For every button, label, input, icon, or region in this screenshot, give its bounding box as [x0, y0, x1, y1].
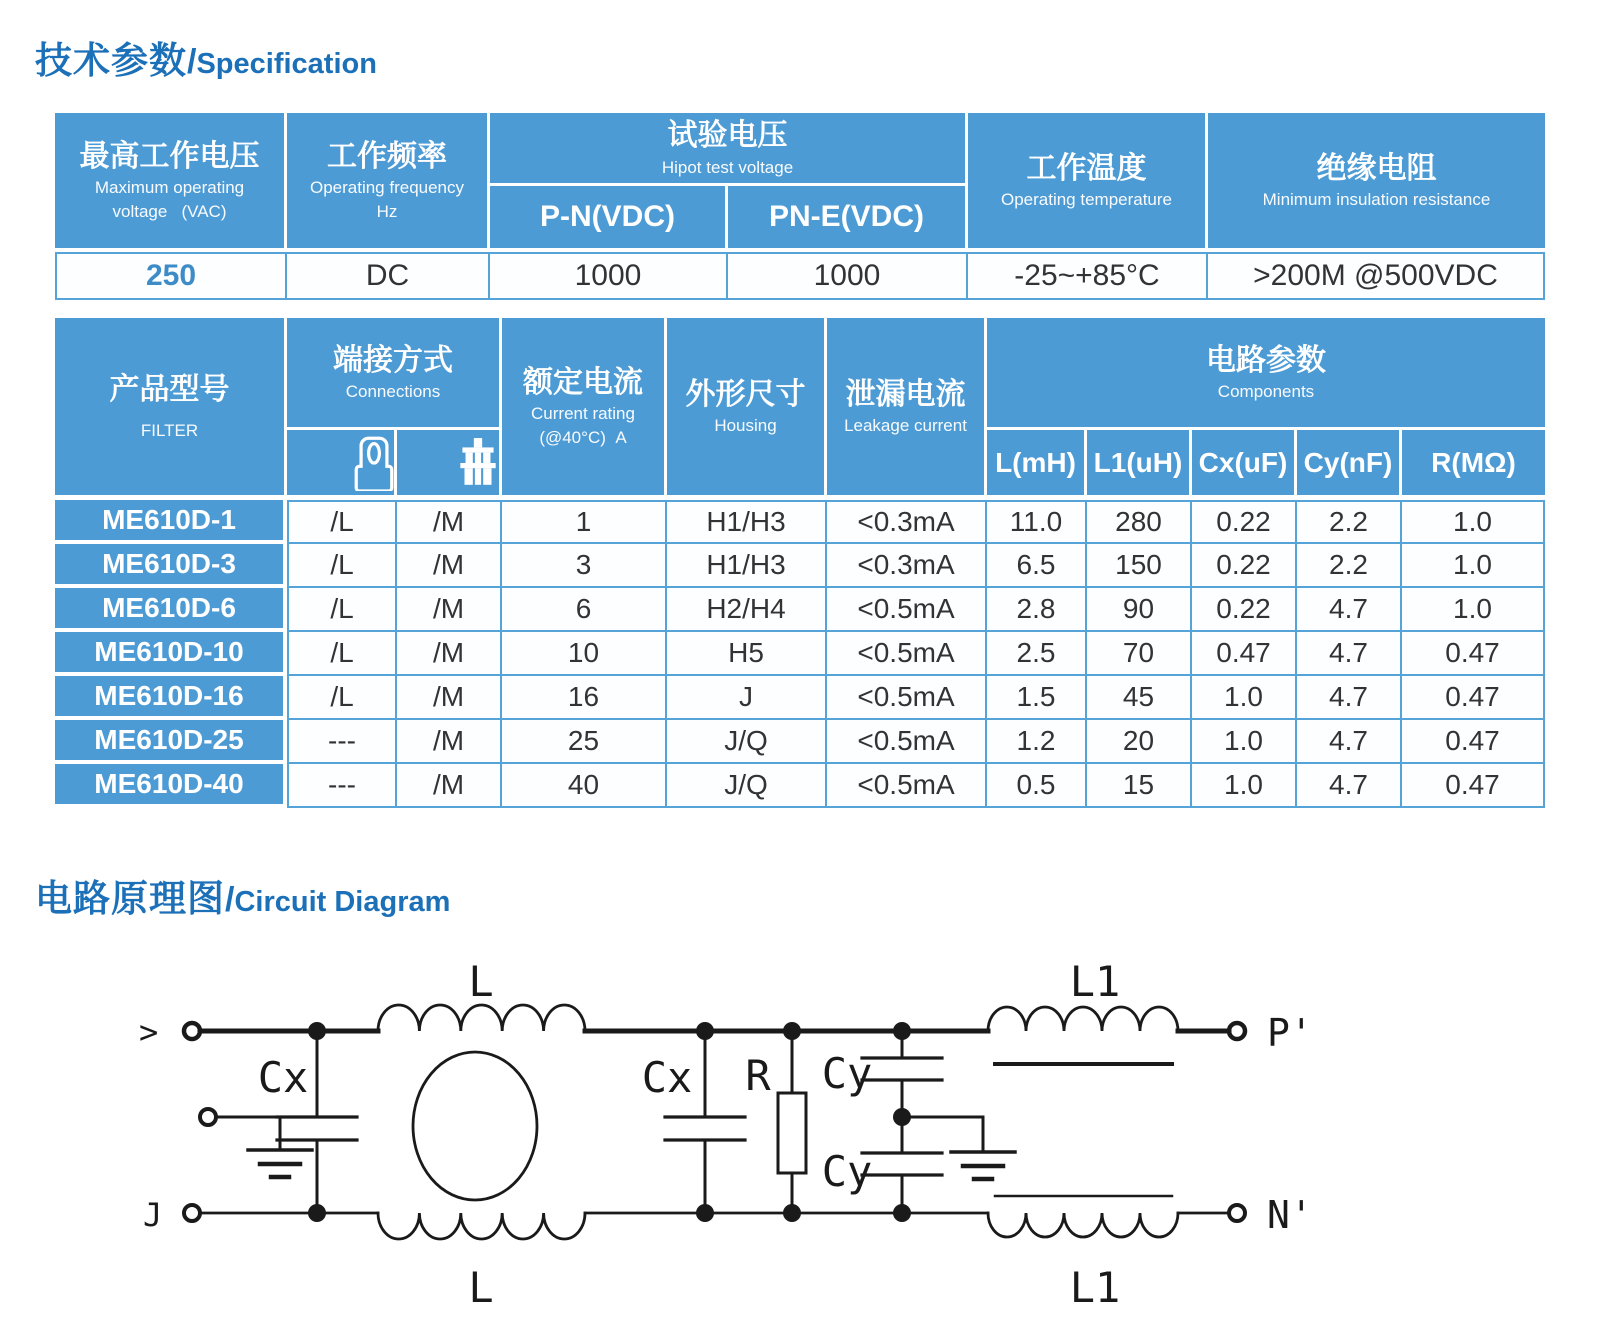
pin-connection-cell: /M [397, 676, 502, 720]
pin-connection-cell: /M [397, 632, 502, 676]
label-input-top-mark: > [139, 1013, 159, 1051]
lug-connection-cell: /L [287, 588, 397, 632]
l-cell: 1.5 [987, 676, 1087, 720]
header-zh: 工作频率 [327, 139, 447, 173]
header-zh: 试验电压 [667, 119, 788, 153]
header-cy: Cy(nF) [1297, 430, 1402, 495]
cy-cell: 2.2 [1297, 544, 1402, 588]
spec-summary-header [55, 113, 1545, 248]
leakage-cell: <0.3mA [827, 544, 987, 588]
cx-cell: 0.22 [1192, 500, 1297, 544]
header-zh: 产品型号 [109, 372, 230, 406]
header-hipot-pn: P-N(VDC) [490, 186, 728, 248]
cy-cell: 4.7 [1297, 764, 1402, 808]
pin-connection-cell: /M [397, 544, 502, 588]
label-l1-top: L1 [1069, 957, 1121, 1006]
label-n-prime: N' [1267, 1193, 1313, 1237]
l-cell: 0.5 [987, 764, 1087, 808]
circuit-section-title [35, 868, 450, 922]
inductor-L1-top [988, 1007, 1178, 1031]
model-spec-rows [55, 500, 1545, 808]
spec-section-title [35, 30, 377, 84]
leakage-cell: <0.5mA [827, 588, 987, 632]
r-cell: 0.47 [1402, 632, 1545, 676]
r-cell: 0.47 [1402, 764, 1545, 808]
header-hipot [490, 113, 968, 186]
current-cell: 25 [502, 720, 667, 764]
lug-connection-cell: /L [287, 544, 397, 588]
header-leakage [827, 318, 987, 495]
inductor-L1-bottom [988, 1213, 1178, 1237]
label-cy-bottom: Cy [821, 1147, 873, 1196]
model-cell: ME610D-6 [55, 588, 287, 632]
header-components [987, 318, 1545, 430]
housing-cell: H1/H3 [667, 500, 827, 544]
circuit-title-zh: 电路原理图 [35, 878, 225, 919]
l-cell: 6.5 [987, 544, 1087, 588]
header-l1: L1(uH) [1087, 430, 1192, 495]
header-temperature [968, 113, 1208, 248]
table-row [55, 588, 1545, 632]
model-cell: ME610D-40 [55, 764, 287, 808]
spec-title-en: Specification [196, 48, 377, 80]
output-terminal-bottom [1229, 1205, 1245, 1221]
housing-cell: H1/H3 [667, 544, 827, 588]
l1-cell: 280 [1087, 500, 1192, 544]
l1-cell: 15 [1087, 764, 1192, 808]
spec-title-slash: / [187, 43, 197, 81]
r-cell: 1.0 [1402, 588, 1545, 632]
table-row [55, 676, 1545, 720]
header-en: Operating frequency [309, 178, 465, 198]
inductor-L-bottom [378, 1213, 585, 1239]
l-cell: 2.8 [987, 588, 1087, 632]
lug-connection-cell: /L [287, 500, 397, 544]
temperature-value: -25~+85°C [968, 252, 1208, 300]
current-cell: 6 [502, 588, 667, 632]
table-row [55, 632, 1545, 676]
inductor-L-top [378, 1005, 585, 1031]
header-max-voltage [55, 113, 287, 248]
header-en: voltage (VAC) [112, 202, 227, 222]
circuit-diagram [125, 930, 1465, 1325]
table-row [55, 720, 1545, 764]
table-row [55, 544, 1545, 588]
l1-cell: 90 [1087, 588, 1192, 632]
r-cell: 1.0 [1402, 500, 1545, 544]
housing-cell: J/Q [667, 764, 827, 808]
header-cx: Cx(uF) [1192, 430, 1297, 495]
circuit-title-slash: / [225, 881, 235, 919]
l1-cell: 70 [1087, 632, 1192, 676]
header-zh: 绝缘电阻 [1316, 151, 1437, 185]
choke-core-circle [413, 1052, 537, 1200]
current-cell: 1 [502, 500, 667, 544]
cx-cell: 0.47 [1192, 632, 1297, 676]
header-zh: 端接方式 [333, 343, 453, 377]
cx-cell: 0.22 [1192, 544, 1297, 588]
header-housing [667, 318, 827, 495]
spec-summary-table [55, 113, 1545, 300]
model-spec-table [55, 318, 1545, 808]
pin-connection-cell: /M [397, 720, 502, 764]
circuit-title-en: Circuit Diagram [234, 886, 451, 918]
header-en: Leakage current [844, 416, 967, 436]
header-zh: 最高工作电压 [79, 139, 260, 173]
lug-connection-cell: --- [287, 764, 397, 808]
l1-cell: 150 [1087, 544, 1192, 588]
cy-cell: 4.7 [1297, 676, 1402, 720]
model-spec-header [55, 318, 1545, 495]
max-voltage-value: 250 [55, 252, 287, 300]
header-en: Hz [376, 202, 398, 222]
cy-cell: 4.7 [1297, 720, 1402, 764]
model-cell: ME610D-16 [55, 676, 287, 720]
lug-connection-cell: /L [287, 676, 397, 720]
housing-cell: H2/H4 [667, 588, 827, 632]
r-cell: 1.0 [1402, 544, 1545, 588]
header-l: L(mH) [987, 430, 1087, 495]
l-cell: 2.5 [987, 632, 1087, 676]
model-cell: ME610D-10 [55, 632, 287, 676]
pin-connection-cell: /M [397, 764, 502, 808]
spec-summary-values [55, 252, 1545, 300]
label-cy-top: Cy [821, 1049, 873, 1098]
header-frequency [287, 113, 490, 248]
housing-cell: J/Q [667, 720, 827, 764]
ground-terminal [200, 1109, 216, 1125]
header-en: FILTER [140, 421, 199, 441]
cy-cell: 2.2 [1297, 500, 1402, 544]
header-en: Components [1217, 382, 1315, 402]
housing-cell: H5 [667, 632, 827, 676]
pin-connection-cell: /M [397, 500, 502, 544]
lug-connection-cell: --- [287, 720, 397, 764]
header-hipot-pne: PN-E(VDC) [728, 186, 968, 248]
lug-terminal-icon [354, 435, 394, 491]
header-r: R(MΩ) [1402, 430, 1545, 495]
label-l-top: L [468, 957, 494, 1006]
header-en: Current rating [531, 404, 635, 424]
label-l-bottom: L [468, 1263, 494, 1312]
pin-terminal-icon [457, 436, 499, 490]
cy-cell: 4.7 [1297, 632, 1402, 676]
leakage-cell: <0.5mA [827, 632, 987, 676]
l1-cell: 45 [1087, 676, 1192, 720]
label-r: R [745, 1051, 771, 1100]
header-zh: 额定电流 [523, 365, 643, 399]
label-cx2: Cx [641, 1053, 693, 1102]
header-en: Housing [714, 416, 777, 436]
table-row [55, 764, 1545, 808]
cx-cell: 1.0 [1192, 720, 1297, 764]
r-cell: 0.47 [1402, 676, 1545, 720]
header-model [55, 318, 287, 495]
cx-cell: 0.22 [1192, 588, 1297, 632]
resistor-r [778, 1093, 806, 1173]
header-pin-connection [397, 430, 502, 495]
junction-dots [308, 1022, 911, 1222]
header-zh: 电路参数 [1206, 343, 1326, 377]
model-cell: ME610D-25 [55, 720, 287, 764]
current-cell: 10 [502, 632, 667, 676]
model-cell: ME610D-3 [55, 544, 287, 588]
input-terminal-bottom [184, 1205, 200, 1221]
label-l1-bottom: L1 [1069, 1263, 1121, 1312]
leakage-cell: <0.5mA [827, 720, 987, 764]
header-zh: 外形尺寸 [685, 377, 806, 411]
cx-cell: 1.0 [1192, 764, 1297, 808]
l-cell: 1.2 [987, 720, 1087, 764]
hipot-pn-value: 1000 [490, 252, 728, 300]
header-en: Connections [345, 382, 441, 402]
label-p-prime: P' [1267, 1011, 1313, 1055]
header-insulation [1208, 113, 1545, 248]
spec-title-zh: 技术参数 [35, 40, 187, 81]
cy-cell: 4.7 [1297, 588, 1402, 632]
header-current [502, 318, 667, 495]
r-cell: 0.47 [1402, 720, 1545, 764]
header-en: Hipot test voltage [661, 157, 794, 177]
lug-connection-cell: /L [287, 632, 397, 676]
header-lug-connection [287, 430, 397, 495]
insulation-value: >200M @500VDC [1208, 252, 1545, 300]
leakage-cell: <0.5mA [827, 764, 987, 808]
hipot-pne-value: 1000 [728, 252, 968, 300]
l1-cell: 20 [1087, 720, 1192, 764]
current-cell: 40 [502, 764, 667, 808]
pin-connection-cell: /M [397, 588, 502, 632]
header-connections [287, 318, 502, 430]
leakage-cell: <0.5mA [827, 676, 987, 720]
label-cx1: Cx [257, 1053, 309, 1102]
header-en: Maximum operating [94, 178, 245, 198]
label-input-bottom-mark: J [143, 1196, 163, 1234]
l-cell: 11.0 [987, 500, 1087, 544]
table-row [55, 500, 1545, 544]
header-zh: 泄漏电流 [845, 377, 966, 411]
header-en: Operating temperature [1000, 190, 1173, 210]
cx-cell: 1.0 [1192, 676, 1297, 720]
current-cell: 3 [502, 544, 667, 588]
current-cell: 16 [502, 676, 667, 720]
housing-cell: J [667, 676, 827, 720]
frequency-value: DC [287, 252, 490, 300]
model-cell: ME610D-1 [55, 500, 287, 544]
header-en: (@40°C) A [539, 428, 627, 448]
header-en: Minimum insulation resistance [1262, 190, 1491, 210]
leakage-cell: <0.3mA [827, 500, 987, 544]
header-zh: 工作温度 [1026, 151, 1147, 185]
